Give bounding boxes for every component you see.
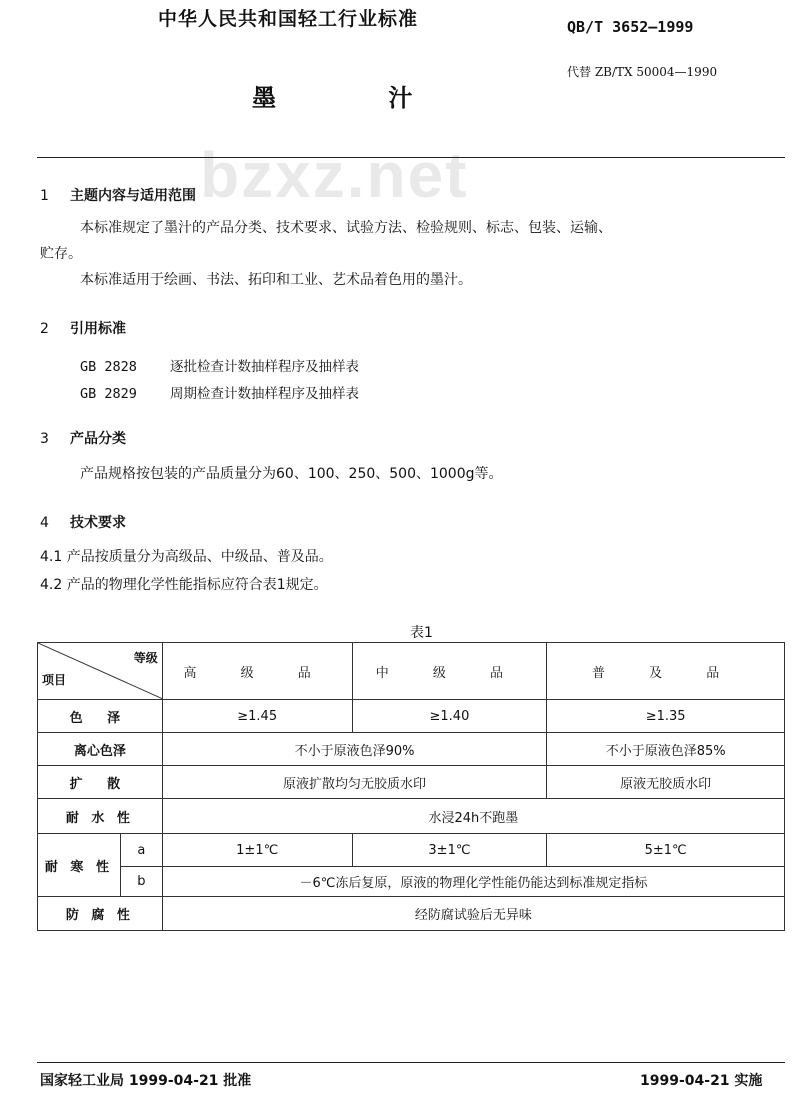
clause-4-1: 4.1 产品按质量分为高级品、中级品、普及品。 (40, 549, 333, 565)
section-3-para: 产品规格按包装的产品质量分为60、100、250、500、1000g等。 (80, 466, 503, 482)
sub-label-b: b (120, 867, 162, 897)
cell-value: 原液无胶质水印 (547, 766, 785, 799)
table-row (38, 700, 785, 733)
table-row (38, 799, 785, 834)
cell-value: ≥1.45 (162, 700, 352, 733)
diagonal-header-cell (38, 643, 163, 700)
header-grade-label: 等级 (133, 651, 158, 665)
section-number: 4 (40, 515, 49, 531)
section-1-para-2: 本标准适用于绘画、书法、拓印和工业、艺术品着色用的墨汁。 (80, 272, 472, 288)
row-label-spread: 扩 散 (38, 766, 163, 799)
row-label-water-resistance: 耐 水 性 (38, 799, 163, 834)
header-item-label: 项目 (42, 673, 67, 687)
cell-value: 3±1℃ (352, 834, 547, 867)
section-number: 3 (40, 431, 49, 447)
clause-4-2: 4.2 产品的物理化学性能指标应符合表1规定。 (40, 577, 328, 593)
cell-value: ≥1.35 (547, 700, 785, 733)
cell-value: 不小于原液色泽90% (162, 733, 546, 766)
reference-title: 逐批检查计数抽样程序及抽样表 (170, 359, 359, 375)
section-title: 主题内容与适用范围 (70, 188, 196, 204)
cell-value: －6℃冻后复原，原液的物理化学性能仍能达到标准规定指标 (162, 867, 784, 897)
row-label-color: 色 泽 (38, 700, 163, 733)
grade-standard-header: 普 及 品 (547, 643, 785, 700)
section-1-para-1: 本标准规定了墨汁的产品分类、技术要求、试验方法、检验规则、标志、包装、运输、 (80, 220, 612, 236)
table-header-row (38, 643, 785, 700)
table-row (38, 733, 785, 766)
row-label-cold-resistance: 耐 寒 性 (38, 834, 121, 897)
section-1-heading (40, 185, 196, 205)
sub-label-a: a (120, 834, 162, 867)
section-title: 技术要求 (70, 515, 126, 531)
watermark: bzxz.net (200, 139, 469, 211)
cell-value: 不小于原液色泽85% (547, 733, 785, 766)
cell-value: 水浸24h不跑墨 (162, 799, 784, 834)
reference-title: 周期检查计数抽样程序及抽样表 (170, 386, 359, 402)
table-row (38, 867, 785, 897)
implementation-note: 1999-04-21 实施 (640, 1073, 763, 1089)
header-divider (37, 157, 785, 158)
section-3-heading (40, 428, 126, 448)
reference-code: GB 2829 (80, 386, 137, 402)
cell-value: 5±1℃ (547, 834, 785, 867)
cell-value: 经防腐试验后无异味 (162, 897, 784, 931)
table-row (38, 897, 785, 931)
section-number: 1 (40, 188, 49, 204)
document-title: 墨 汁 (252, 84, 465, 112)
row-label-antisepsis: 防 腐 性 (38, 897, 163, 931)
section-2-heading (40, 318, 126, 338)
cell-value: 原液扩散均匀无胶质水印 (162, 766, 546, 799)
section-number: 2 (40, 321, 49, 337)
properties-table (37, 642, 785, 931)
cell-value: 1±1℃ (162, 834, 352, 867)
grade-high-header: 高 级 品 (162, 643, 352, 700)
section-1-para-1-cont: 贮存。 (40, 246, 82, 262)
table-caption: 表1 (410, 625, 433, 641)
section-title: 产品分类 (70, 431, 126, 447)
approval-note: 国家轻工业局 1999-04-21 批准 (40, 1073, 252, 1089)
reference-item (80, 382, 359, 402)
section-title: 引用标准 (70, 321, 126, 337)
grade-mid-header: 中 级 品 (352, 643, 547, 700)
standard-category: 中华人民共和国轻工行业标准 (158, 8, 419, 30)
cell-value: ≥1.40 (352, 700, 547, 733)
row-label-centrifuge: 离心色泽 (38, 733, 163, 766)
reference-item (80, 355, 359, 375)
footer-divider (37, 1062, 785, 1063)
table-row (38, 834, 785, 867)
section-4-heading (40, 512, 126, 532)
standard-code: QB/T 3652—1999 (567, 18, 694, 36)
replaces-note: 代替 ZB/TX 50004—1990 (567, 65, 718, 79)
table-row (38, 766, 785, 799)
reference-code: GB 2828 (80, 359, 137, 375)
